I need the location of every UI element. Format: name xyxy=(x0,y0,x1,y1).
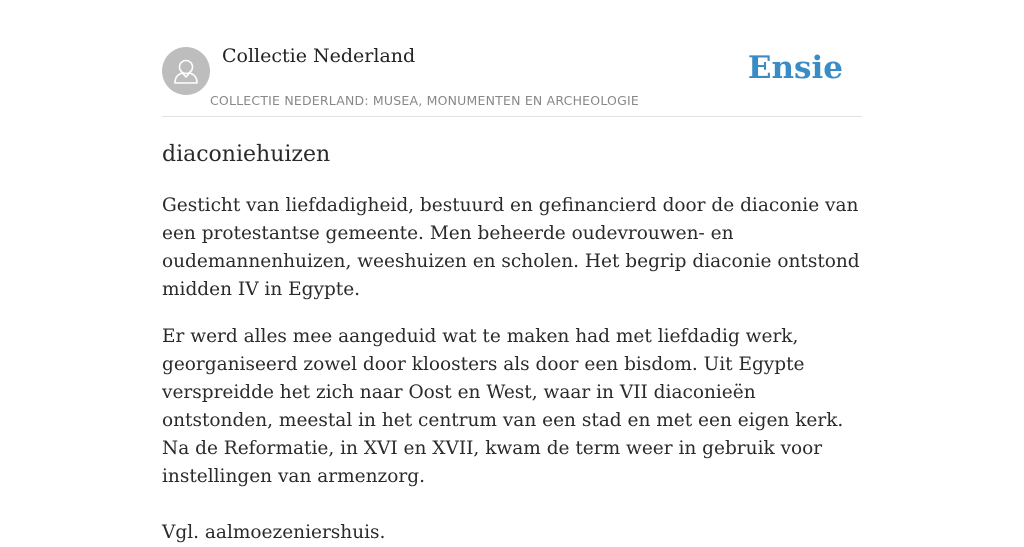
author-subtitle: COLLECTIE NEDERLAND: MUSEA, MONUMENTEN EN ARCHEOLOGIE xyxy=(210,93,639,108)
header xyxy=(162,0,862,117)
avatar[interactable] xyxy=(162,47,210,95)
entry-paragraph: Gesticht van liefdadigheid, bestuurd en gefinancierd door de diaconie van een protestantse gemeente. Men beheerde oudevrouwen- en oudemannenhuizen, weeshuizen en scholen. Het begrip diaconie ontstond midden IV in Egypte. xyxy=(162,195,860,300)
entry-see-also: Vgl. aalmoezeniershuis. xyxy=(162,522,386,543)
entry-paragraph: Er werd alles mee aangeduid wat te maken had met liefdadig werk, georganiseerd zowel door kloosters als door een bisdom. Uit Egypte verspreidde het zich naar Oost en West, waar in VII diaconieën ontstonden, meestal in het centrum van een stad en met een eigen kerk. Na de Reformatie, in XVI en XVII, kwam de term weer in gebruik voor instellingen van armenzorg. xyxy=(162,326,844,487)
entry-content xyxy=(162,140,868,547)
brand-logo[interactable]: Ensie xyxy=(747,50,843,86)
author-name[interactable]: Collectie Nederland xyxy=(222,45,416,67)
user-icon xyxy=(162,47,210,95)
entry-term: diaconiehuizen xyxy=(162,142,331,167)
